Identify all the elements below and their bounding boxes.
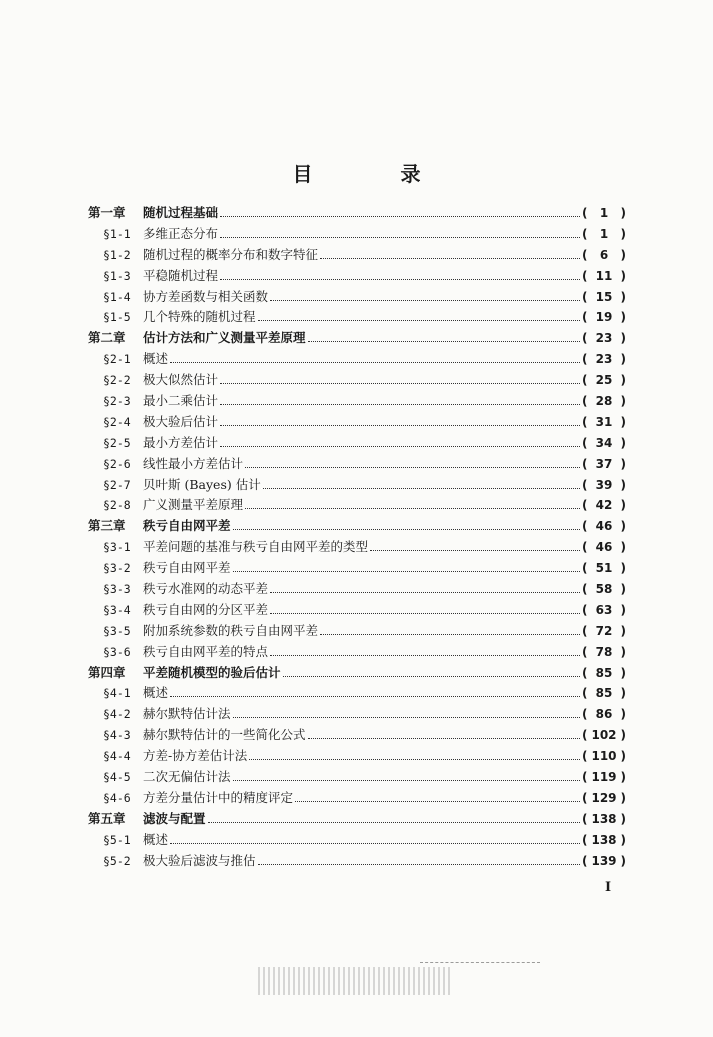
dot-leader <box>320 634 580 635</box>
paren-open: ( <box>582 226 588 241</box>
paren-open: ( <box>582 477 588 492</box>
entry-page-ref <box>582 666 626 680</box>
paren-close: ) <box>620 686 626 701</box>
paren-open: ( <box>582 352 588 367</box>
entry-page-ref <box>582 415 626 429</box>
dot-leader <box>258 320 580 321</box>
paren-close: ) <box>620 728 626 743</box>
entry-number: 第三章 <box>88 518 126 534</box>
paren-close: ) <box>620 749 626 764</box>
entry-page-ref <box>582 770 626 784</box>
page-number: I <box>605 880 612 895</box>
dot-leader <box>233 717 580 718</box>
dot-leader <box>249 759 580 760</box>
entry-page-number: 39 <box>595 477 613 492</box>
paren-open: ( <box>582 561 588 576</box>
paren-close: ) <box>620 310 626 325</box>
entry-page-number: 58 <box>595 582 613 597</box>
entry-page-number: 46 <box>595 519 613 534</box>
entry-title: 秩亏自由网平差的特点 <box>143 643 269 659</box>
entry-page-number: 119 <box>591 770 617 785</box>
toc-section-entry <box>88 245 626 266</box>
toc-section-entry <box>88 642 626 663</box>
paren-close: ) <box>620 707 626 722</box>
dot-leader <box>270 655 580 656</box>
dot-leader <box>270 613 580 614</box>
entry-number: §2-2 <box>103 373 131 388</box>
entry-page-number: 78 <box>595 644 613 659</box>
toc-chapter-entry <box>88 516 626 537</box>
entry-title: 最小方差估计 <box>143 434 219 450</box>
entry-number: §2-7 <box>103 477 131 492</box>
toc-section-entry <box>88 788 626 809</box>
entry-number: §4-1 <box>103 686 131 701</box>
paren-open: ( <box>582 247 588 262</box>
paren-close: ) <box>620 247 626 262</box>
paren-open: ( <box>582 373 588 388</box>
paren-close: ) <box>620 268 626 283</box>
entry-page-ref <box>582 394 626 408</box>
paren-open: ( <box>582 749 588 764</box>
entry-page-number: 1 <box>599 226 609 241</box>
toc-section-entry <box>88 454 626 475</box>
paren-close: ) <box>620 623 626 638</box>
dot-leader <box>220 237 580 238</box>
entry-page-ref <box>582 227 626 241</box>
paren-close: ) <box>620 331 626 346</box>
paren-close: ) <box>620 226 626 241</box>
entry-page-number: 72 <box>595 623 613 638</box>
entry-number: §4-3 <box>103 728 131 743</box>
entry-title: 随机过程基础 <box>143 205 219 220</box>
entry-number: §2-5 <box>103 435 131 450</box>
entry-number: §1-1 <box>103 226 131 241</box>
entry-title: 赫尔默特估计的一些简化公式 <box>143 727 306 743</box>
toc-section-entry <box>88 349 626 370</box>
entry-page-number: 37 <box>595 456 613 471</box>
paren-close: ) <box>620 582 626 597</box>
toc-section-entry <box>88 767 626 788</box>
entry-number: §1-5 <box>103 310 131 325</box>
entry-page-number: 86 <box>595 707 613 722</box>
paren-open: ( <box>582 707 588 722</box>
toc-section-entry <box>88 621 626 642</box>
paren-open: ( <box>582 435 588 450</box>
paren-close: ) <box>620 456 626 471</box>
paren-open: ( <box>582 519 588 534</box>
entry-page-ref <box>582 436 626 450</box>
dot-leader <box>170 696 580 697</box>
dot-leader <box>220 216 580 217</box>
toc-section-entry <box>88 370 626 391</box>
dot-leader <box>220 404 580 405</box>
dot-leader <box>170 843 580 844</box>
entry-number: §1-3 <box>103 268 131 283</box>
entry-page-ref <box>582 373 626 387</box>
entry-number: 第一章 <box>88 205 126 220</box>
page-title: 目 录 <box>292 162 455 186</box>
paren-close: ) <box>620 352 626 367</box>
paren-open: ( <box>582 811 588 826</box>
entry-number: §1-4 <box>103 289 131 304</box>
entry-page-ref <box>582 812 626 826</box>
entry-page-number: 51 <box>595 561 613 576</box>
toc-chapter-entry <box>88 328 626 349</box>
entry-page-ref <box>582 749 626 763</box>
entry-page-number: 31 <box>595 414 613 429</box>
toc-section-entry <box>88 704 626 725</box>
entry-number: §1-2 <box>103 247 131 262</box>
entry-number: §2-1 <box>103 352 131 367</box>
dot-leader <box>320 258 580 259</box>
entry-number: §3-4 <box>103 602 131 617</box>
entry-page-number: 15 <box>595 289 613 304</box>
toc-section-entry <box>88 851 626 872</box>
entry-number: §3-5 <box>103 623 131 638</box>
entry-title: 极大验后估计 <box>143 413 219 429</box>
paren-open: ( <box>582 206 588 220</box>
paren-open: ( <box>582 268 588 283</box>
entry-page-number: 19 <box>595 310 613 325</box>
entry-page-ref <box>582 269 626 283</box>
entry-title: 广义测量平差原理 <box>143 497 244 513</box>
entry-number: §2-6 <box>103 456 131 471</box>
dot-leader <box>220 446 580 447</box>
entry-title: 平稳随机过程 <box>143 267 219 283</box>
entry-number: §2-8 <box>103 498 131 513</box>
toc-section-entry <box>88 224 626 245</box>
entry-page-ref <box>582 728 626 742</box>
dot-leader <box>308 738 580 739</box>
entry-page-ref <box>582 561 626 575</box>
entry-number: 第二章 <box>88 330 126 346</box>
entry-number: §2-3 <box>103 394 131 409</box>
entry-title: 秩亏自由网的分区平差 <box>143 601 269 617</box>
toc-section-entry <box>88 683 626 704</box>
entry-page-ref <box>582 603 626 617</box>
entry-title: 估计方法和广义测量平差原理 <box>143 330 306 346</box>
entry-page-ref <box>582 707 626 721</box>
entry-page-ref <box>582 791 626 805</box>
entry-title: 平差问题的基准与秩亏自由网平差的类型 <box>143 539 369 555</box>
entry-page-ref <box>582 540 626 554</box>
entry-page-ref <box>582 248 626 262</box>
paren-open: ( <box>582 728 588 743</box>
paren-close: ) <box>620 414 626 429</box>
entry-page-ref <box>582 645 626 659</box>
toc-section-entry <box>88 495 626 516</box>
entry-title: 协方差函数与相关函数 <box>143 288 269 304</box>
toc-chapter-entry <box>88 663 626 684</box>
toc-chapter-entry <box>88 809 626 830</box>
dot-leader <box>270 300 580 301</box>
entry-page-number: 110 <box>591 749 617 764</box>
paren-open: ( <box>582 331 588 346</box>
paren-open: ( <box>582 686 588 701</box>
toc-section-entry <box>88 746 626 767</box>
entry-page-number: 23 <box>595 352 613 367</box>
entry-number: §3-3 <box>103 582 131 597</box>
entry-page-ref <box>582 519 626 533</box>
entry-page-number: 85 <box>595 686 613 701</box>
paren-open: ( <box>582 310 588 325</box>
entry-title: 多维正态分布 <box>143 225 219 241</box>
dot-leader <box>258 864 580 865</box>
entry-number: 第四章 <box>88 664 126 680</box>
entry-page-ref <box>582 206 626 220</box>
paren-close: ) <box>620 853 626 868</box>
dot-leader <box>233 571 580 572</box>
toc-section-entry <box>88 600 626 621</box>
paren-close: ) <box>620 770 626 785</box>
paren-open: ( <box>582 853 588 868</box>
paren-close: ) <box>620 832 626 847</box>
entry-page-number: 138 <box>591 811 617 826</box>
entry-page-number: 42 <box>595 498 613 513</box>
entry-page-ref <box>582 352 626 366</box>
entry-number: 第五章 <box>88 810 126 826</box>
entry-page-number: 85 <box>595 665 613 680</box>
entry-title: 概述 <box>143 831 169 847</box>
scan-artifact-line <box>420 962 540 964</box>
entry-title: 附加系统参数的秩亏自由网平差 <box>143 622 319 638</box>
dot-leader <box>245 467 580 468</box>
entry-number: §3-1 <box>103 540 131 555</box>
toc-chapter-entry <box>88 203 626 224</box>
entry-number: §4-2 <box>103 707 131 722</box>
paren-close: ) <box>620 289 626 304</box>
paren-close: ) <box>620 519 626 534</box>
paren-close: ) <box>620 811 626 826</box>
entry-page-ref <box>582 686 626 700</box>
paren-open: ( <box>582 665 588 680</box>
entry-title: 随机过程的概率分布和数字特征 <box>143 246 319 262</box>
dot-leader <box>208 822 580 823</box>
entry-page-number: 102 <box>591 728 617 743</box>
entry-title: 贝叶斯 (Bayes) 估计 <box>143 476 261 492</box>
entry-number: §2-4 <box>103 414 131 429</box>
paren-open: ( <box>582 623 588 638</box>
toc-section-entry <box>88 307 626 328</box>
dot-leader <box>283 676 580 677</box>
paren-open: ( <box>582 414 588 429</box>
paren-close: ) <box>620 561 626 576</box>
entry-title: 极大验后滤波与推估 <box>143 852 256 868</box>
paren-open: ( <box>582 644 588 659</box>
paren-close: ) <box>620 206 626 220</box>
entry-title: 方差分量估计中的精度评定 <box>143 789 294 805</box>
paren-close: ) <box>620 602 626 617</box>
dot-leader <box>270 592 580 593</box>
entry-page-number: 63 <box>595 602 613 617</box>
toc-section-entry <box>88 579 626 600</box>
paren-open: ( <box>582 498 588 513</box>
paren-open: ( <box>582 832 588 847</box>
paren-open: ( <box>582 790 588 805</box>
paren-open: ( <box>582 582 588 597</box>
paren-open: ( <box>582 289 588 304</box>
entry-title: 二次无偏估计法 <box>143 769 231 785</box>
paren-close: ) <box>620 665 626 680</box>
toc-section-entry <box>88 558 626 579</box>
toc-section-entry <box>88 266 626 287</box>
entry-title: 秩亏自由网平差 <box>143 560 231 576</box>
paren-open: ( <box>582 394 588 409</box>
paren-open: ( <box>582 540 588 555</box>
entry-page-ref <box>582 290 626 304</box>
entry-page-ref <box>582 854 626 868</box>
paren-open: ( <box>582 456 588 471</box>
dot-leader <box>263 488 580 489</box>
entry-title: 线性最小方差估计 <box>143 455 244 471</box>
entry-title: 最小二乘估计 <box>143 393 219 409</box>
paren-close: ) <box>620 644 626 659</box>
dot-leader <box>220 383 580 384</box>
dot-leader <box>295 801 580 802</box>
toc-section-entry <box>88 433 626 454</box>
entry-title: 方差-协方差估计法 <box>143 748 248 764</box>
entry-page-ref <box>582 457 626 471</box>
toc-section-entry <box>88 830 626 851</box>
entry-title: 秩亏自由网平差 <box>143 518 231 534</box>
dot-leader <box>245 508 580 509</box>
dot-leader <box>220 425 580 426</box>
entry-number: §3-2 <box>103 561 131 576</box>
entry-page-number: 129 <box>591 790 617 805</box>
entry-page-ref <box>582 833 626 847</box>
dot-leader <box>170 362 580 363</box>
entry-page-number: 138 <box>591 832 617 847</box>
paren-open: ( <box>582 602 588 617</box>
dot-leader <box>220 279 580 280</box>
entry-title: 平差随机模型的验后估计 <box>143 664 281 680</box>
toc-section-entry <box>88 725 626 746</box>
paren-close: ) <box>620 394 626 409</box>
entry-title: 概述 <box>143 685 169 701</box>
table-of-contents <box>88 203 626 872</box>
entry-number: §4-5 <box>103 770 131 785</box>
entry-title: 秩亏水准网的动态平差 <box>143 581 269 597</box>
toc-section-entry <box>88 391 626 412</box>
toc-section-entry <box>88 475 626 496</box>
paren-close: ) <box>620 435 626 450</box>
entry-page-number: 11 <box>595 268 613 283</box>
entry-page-ref <box>582 478 626 492</box>
entry-number: §3-6 <box>103 644 131 659</box>
entry-title: 赫尔默特估计法 <box>143 706 231 722</box>
entry-page-number: 34 <box>595 435 613 450</box>
entry-page-number: 28 <box>595 394 613 409</box>
paren-open: ( <box>582 770 588 785</box>
paren-close: ) <box>620 790 626 805</box>
entry-page-ref <box>582 331 626 345</box>
dot-leader <box>233 529 580 530</box>
toc-section-entry <box>88 412 626 433</box>
dot-leader <box>308 341 580 342</box>
paren-close: ) <box>620 373 626 388</box>
entry-title: 概述 <box>143 351 169 367</box>
dot-leader <box>233 780 580 781</box>
entry-page-number: 1 <box>599 206 609 220</box>
entry-number: §5-2 <box>103 853 131 868</box>
entry-page-ref <box>582 624 626 638</box>
toc-section-entry <box>88 287 626 308</box>
entry-number: §4-6 <box>103 790 131 805</box>
scan-artifact-smudge <box>258 967 453 995</box>
entry-number: §5-1 <box>103 832 131 847</box>
paren-close: ) <box>620 498 626 513</box>
entry-page-ref <box>582 582 626 596</box>
paren-close: ) <box>620 477 626 492</box>
entry-page-ref <box>582 310 626 324</box>
entry-page-number: 6 <box>599 247 609 262</box>
entry-page-number: 139 <box>591 853 617 868</box>
entry-page-number: 46 <box>595 540 613 555</box>
toc-section-entry <box>88 537 626 558</box>
entry-title: 极大似然估计 <box>143 372 219 388</box>
entry-number: §4-4 <box>103 749 131 764</box>
paren-close: ) <box>620 540 626 555</box>
entry-title: 滤波与配置 <box>143 810 206 826</box>
entry-page-number: 23 <box>595 331 613 346</box>
entry-page-number: 25 <box>595 373 613 388</box>
entry-title: 几个特殊的随机过程 <box>143 309 256 325</box>
entry-page-ref <box>582 498 626 512</box>
dot-leader <box>370 550 580 551</box>
